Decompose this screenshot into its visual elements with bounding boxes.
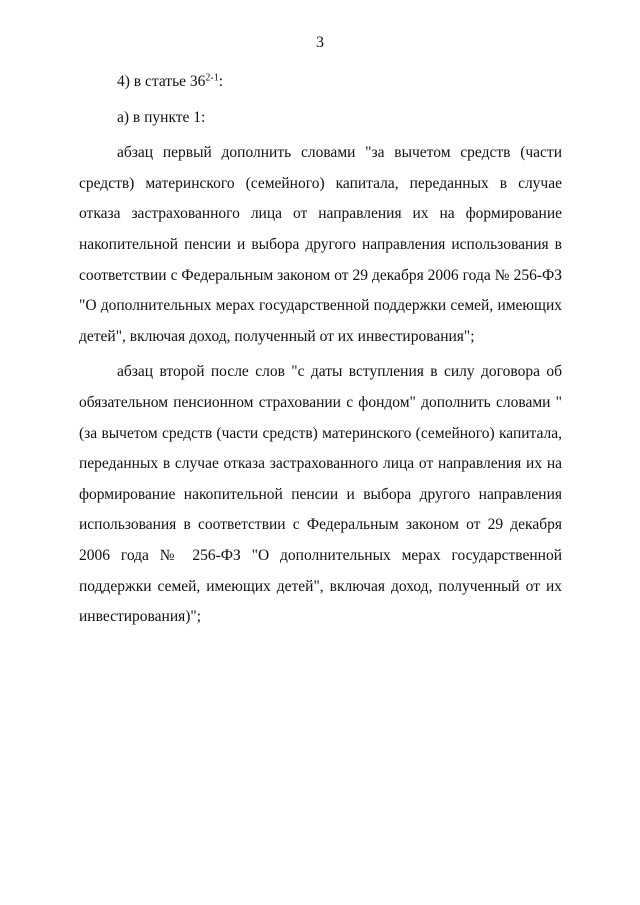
item-4-heading [79,67,562,98]
item-4-suffix: : [218,73,224,90]
paragraph-2: абзац второй после слов "с даты вступления в силу договора об обязательном пенсионном страховании с фондом" дополнить словами "(за вычетом средств (части средств) материнского (семейного) капитала, переданных в случае отказа застрахованного лица от направления их на формирование накопительной пенсии и выбора другого направления использования в соответствии с Федеральным законом от 29 декабря 2006 года № 256-ФЗ "О дополнительных мерах государственной поддержки семей, имеющих детей", включая доход, полученный от их инвестирования)"; [79,363,562,626]
subitem-a-heading: а) в пункте 1: [117,108,206,126]
article-superscript: 2-1 [205,72,219,84]
item-4-prefix: 4) в статье 36 [117,73,206,90]
paragraph-1: абзац первый дополнить словами "за вычетом средств (части средств) материнского (семейного) капитала, переданных в случае отказа застрахованного лица от направления их на формирование накопительной пенсии и выбора другого направления использования в соответствии с Федеральным законом от 29 декабря 2006 года № 256-ФЗ "О дополнительных мерах государственной поддержки семей, имеющих детей", включая доход, полученный от их инвестирования"; [79,144,562,345]
page-number: 3 [316,34,324,51]
document-body [79,67,562,633]
